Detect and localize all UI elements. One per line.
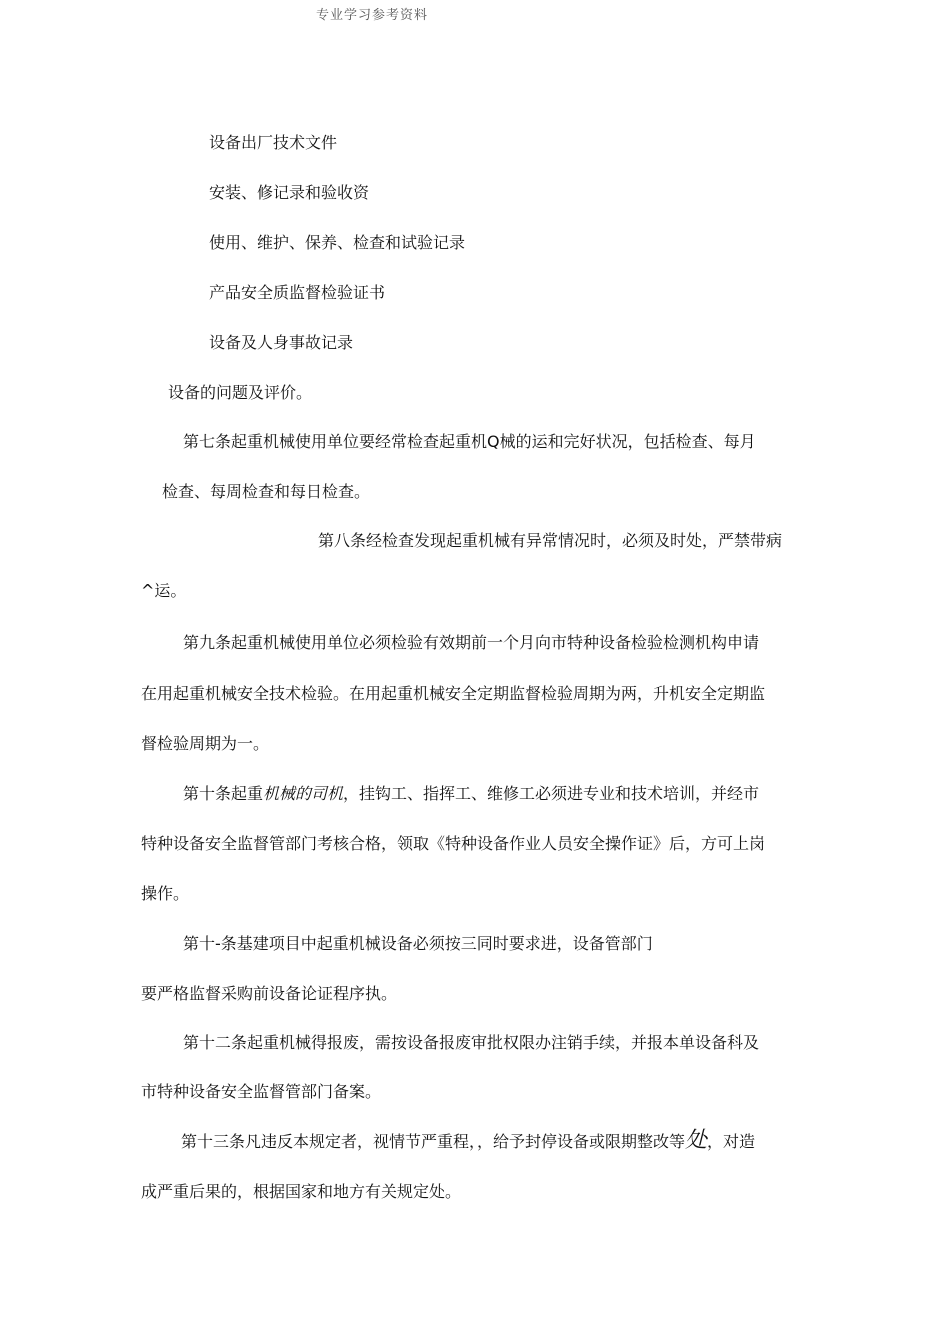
list-item: 产品安全质监督检验证书	[209, 283, 386, 302]
article-13-line-1	[181, 1128, 756, 1153]
page-header: 专业学习参考资料	[316, 8, 429, 23]
article-13-line-1-c: ，对造	[707, 1132, 756, 1151]
article-10-line-3: 操作。	[141, 884, 190, 903]
article-7-line-1: 第七条起重机械使用单位要经常检查起重机Q械的运和完好状况，包括检查、每月	[183, 432, 756, 451]
article-8-line-2: ^运。	[141, 581, 187, 600]
article-12-line-1: 第十二条起重机械得报废，需按设备报废审批权限办注销手续，并报本单设备科及	[183, 1033, 760, 1052]
article-7-line-2: 检查、每周检查和每日检查。	[162, 482, 371, 501]
article-9-line-2: 在用起重机械安全技术检验。在用起重机械安全定期监督检验周期为两，升机安全定期监	[141, 684, 766, 703]
article-10-line-1-a: 第十条起重	[183, 784, 264, 803]
article-11-line-2: 要严格监督采购前设备论证程序执。	[141, 984, 398, 1003]
article-8-line-1: 第八条经检查发现起重机械有异常情况时，必须及时处，严禁带病	[318, 531, 783, 550]
article-13-line-1-b: 处	[685, 1128, 708, 1153]
article-12-line-2: 市特种设备安全监督管部门备案。	[141, 1082, 382, 1101]
article-9-line-3: 督检验周期为一。	[141, 734, 270, 753]
article-9-line-1: 第九条起重机械使用单位必须检验有效期前一个月向市特种设备检验检测机构申请	[183, 633, 760, 652]
article-10-line-1-c: ，挂钩工、指挥工、维修工必须进专业和技术培训，并经市	[343, 784, 760, 803]
article-13-line-2: 成严重后果的，根据国家和地方有关规定处。	[141, 1182, 462, 1201]
list-item: 使用、维护、保养、检查和试验记录	[209, 233, 466, 252]
article-10-line-1-b: 机械的司机	[263, 784, 344, 803]
article-10-line-1	[183, 784, 759, 804]
list-item: 设备出厂技术文件	[209, 133, 338, 152]
paragraph-problems: 设备的问题及评价。	[168, 383, 313, 402]
list-item: 安装、修记录和验收资	[209, 183, 370, 202]
list-item: 设备及人身事故记录	[209, 333, 354, 352]
article-11-line-1: 第十-条基建项目中起重机械设备必须按三同时要求进，设备管部门	[183, 934, 653, 953]
article-10-line-2: 特种设备安全监督管部门考核合格，领取《特种设备作业人员安全操作证》后，方可上岗	[141, 834, 766, 853]
article-13-line-1-a: 第十三条凡违反本规定者，视情节严重程，，给予封停设备或限期整改等	[181, 1132, 686, 1151]
